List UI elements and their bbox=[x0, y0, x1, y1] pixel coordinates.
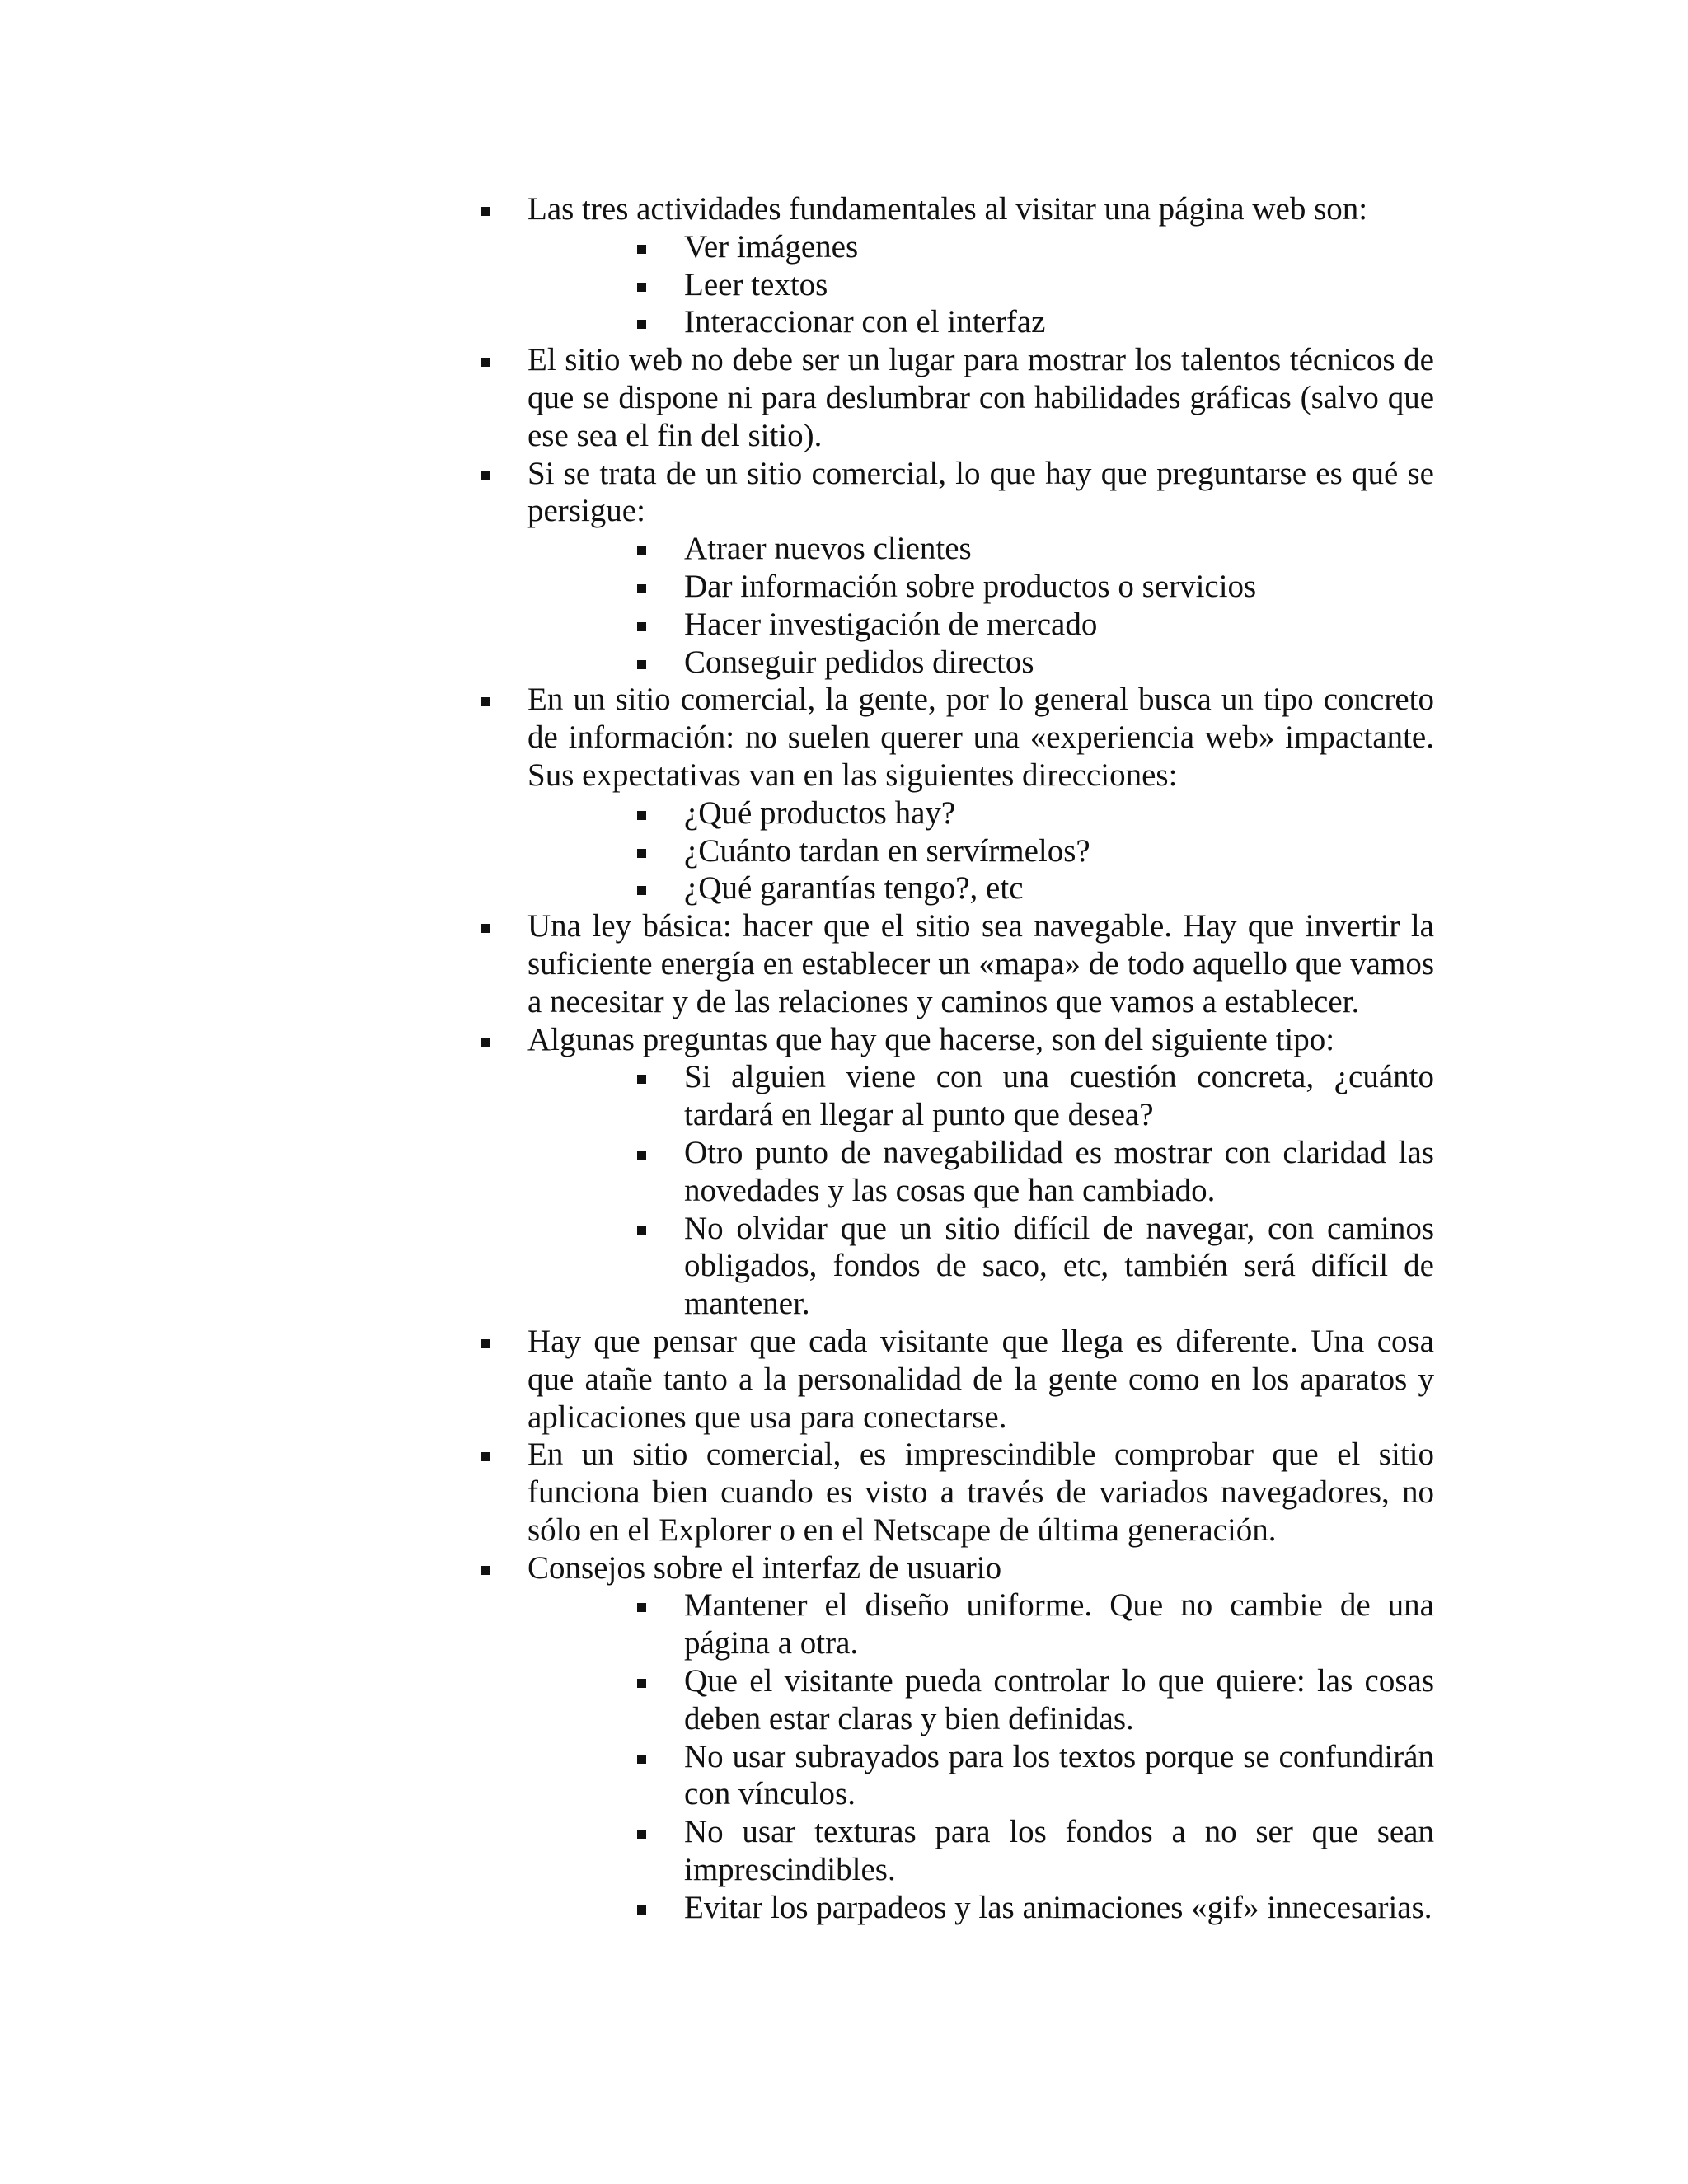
square-bullet-icon bbox=[481, 1452, 490, 1461]
list-item bbox=[470, 1436, 1434, 1549]
sub-list bbox=[528, 228, 1434, 341]
square-bullet-icon bbox=[481, 471, 490, 480]
square-bullet-icon bbox=[481, 697, 490, 706]
list-item-text: Algunas preguntas que hay que hacerse, son del siguiente tipo: bbox=[528, 1021, 1335, 1057]
square-bullet-icon bbox=[637, 849, 646, 858]
sub-list-item-text: ¿Qué productos hay? bbox=[684, 794, 956, 831]
bullet-list bbox=[470, 190, 1434, 1927]
list-item-text: Las tres actividades fundamentales al visitar una página web son: bbox=[528, 191, 1368, 227]
square-bullet-icon bbox=[481, 1566, 490, 1575]
square-bullet-icon bbox=[637, 660, 646, 669]
sub-list-item-text: Leer textos bbox=[684, 266, 828, 302]
square-bullet-icon bbox=[637, 1679, 646, 1688]
sub-list-item bbox=[528, 530, 1434, 568]
square-bullet-icon bbox=[637, 1905, 646, 1915]
sub-list-item bbox=[528, 1134, 1434, 1210]
square-bullet-icon bbox=[637, 811, 646, 820]
sub-list-item-text: Interaccionar con el interfaz bbox=[684, 304, 1046, 340]
list-item bbox=[470, 907, 1434, 1020]
list-item-text: Una ley básica: hacer que el sitio sea navegable. Hay que invertir la suficiente energía en establecer un «mapa» de todo aquello que vamos a necesitar y de las relaciones y caminos que vamos a establecer. bbox=[528, 908, 1434, 1019]
list-item-text: El sitio web no debe ser un lugar para mostrar los talentos técnicos de que se dispone ni para deslumbrar con habilidades gráficas (salvo que ese sea el fin del sitio). bbox=[528, 342, 1434, 453]
square-bullet-icon bbox=[481, 358, 490, 367]
sub-list-item-text: Otro punto de navegabilidad es mostrar con claridad las novedades y las cosas que han cambiado. bbox=[684, 1134, 1434, 1208]
square-bullet-icon bbox=[637, 1755, 646, 1764]
sub-list-item bbox=[528, 266, 1434, 304]
sub-list bbox=[528, 530, 1434, 681]
sub-list-item bbox=[528, 1210, 1434, 1323]
sub-list-item-text: Si alguien viene con una cuestión concreta, ¿cuánto tardará en llegar al punto que desea? bbox=[684, 1059, 1434, 1133]
sub-list-item bbox=[528, 606, 1434, 644]
square-bullet-icon bbox=[637, 622, 646, 631]
sub-list-item bbox=[528, 303, 1434, 341]
square-bullet-icon bbox=[637, 1075, 646, 1084]
square-bullet-icon bbox=[637, 546, 646, 555]
square-bullet-icon bbox=[637, 1226, 646, 1235]
list-item bbox=[470, 1323, 1434, 1436]
square-bullet-icon bbox=[481, 1339, 490, 1348]
sub-list-item-text: Evitar los parpadeos y las animaciones «gif» innecesarias. bbox=[684, 1889, 1432, 1925]
sub-list-item-text: Atraer nuevos clientes bbox=[684, 531, 972, 567]
sub-list-item bbox=[528, 1058, 1434, 1134]
sub-list bbox=[528, 794, 1434, 907]
square-bullet-icon bbox=[637, 584, 646, 593]
sub-list-item-text: ¿Qué garantías tengo?, etc bbox=[684, 870, 1024, 907]
list-item-text: En un sitio comercial, es imprescindible comprobar que el sitio funciona bien cuando es visto a través de variados navegadores, no sólo en el Explorer o en el Netscape de última generación. bbox=[528, 1436, 1434, 1548]
sub-list-item bbox=[528, 794, 1434, 832]
square-bullet-icon bbox=[637, 886, 646, 895]
sub-list-item bbox=[528, 1813, 1434, 1889]
square-bullet-icon bbox=[637, 1603, 646, 1612]
sub-list-item-text: Conseguir pedidos directos bbox=[684, 644, 1034, 680]
sub-list-item-text: Ver imágenes bbox=[684, 228, 859, 265]
sub-list-item bbox=[528, 1738, 1434, 1814]
sub-list-item-text: No usar texturas para los fondos a no ser que sean imprescindibles. bbox=[684, 1814, 1434, 1888]
list-item bbox=[470, 190, 1434, 341]
sub-list-item-text: Mantener el diseño uniforme. Que no cambie de una página a otra. bbox=[684, 1587, 1434, 1661]
sub-list-item-text: Que el visitante pueda controlar lo que quiere: las cosas deben estar claras y bien definidas. bbox=[684, 1663, 1434, 1736]
page-content bbox=[470, 190, 1434, 1927]
square-bullet-icon bbox=[637, 1151, 646, 1160]
list-item-text: En un sitio comercial, la gente, por lo general busca un tipo concreto de información: no suelen querer una «experiencia web» impactante. Sus expectativas van en las siguientes direcciones: bbox=[528, 682, 1434, 793]
sub-list-item-text: No olvidar que un sitio difícil de navegar, con caminos obligados, fondos de saco, etc, también será difícil de mantener. bbox=[684, 1210, 1434, 1322]
sub-list-item bbox=[528, 568, 1434, 606]
list-item bbox=[470, 1021, 1434, 1323]
sub-list-item bbox=[528, 832, 1434, 870]
list-item-text: Si se trata de un sitio comercial, lo que hay que preguntarse es qué se persigue: bbox=[528, 455, 1434, 529]
sub-list-item bbox=[528, 1662, 1434, 1738]
square-bullet-icon bbox=[637, 320, 646, 329]
sub-list-item bbox=[528, 644, 1434, 682]
sub-list-item-text: Dar información sobre productos o servicios bbox=[684, 568, 1257, 604]
square-bullet-icon bbox=[637, 1830, 646, 1839]
list-item bbox=[470, 681, 1434, 907]
sub-list-item bbox=[528, 228, 1434, 266]
sub-list bbox=[528, 1058, 1434, 1323]
square-bullet-icon bbox=[637, 245, 646, 254]
list-item bbox=[470, 455, 1434, 682]
list-item bbox=[470, 1549, 1434, 1927]
sub-list-item-text: Hacer investigación de mercado bbox=[684, 606, 1098, 642]
sub-list-item-text: ¿Cuánto tardan en servírmelos? bbox=[684, 832, 1090, 869]
square-bullet-icon bbox=[481, 207, 490, 216]
sub-list-item-text: No usar subrayados para los textos porque se confundirán con vínculos. bbox=[684, 1738, 1434, 1812]
square-bullet-icon bbox=[637, 283, 646, 292]
square-bullet-icon bbox=[481, 1038, 490, 1047]
sub-list-item bbox=[528, 1586, 1434, 1662]
sub-list bbox=[528, 1586, 1434, 1926]
sub-list-item bbox=[528, 1889, 1434, 1927]
square-bullet-icon bbox=[481, 924, 490, 933]
list-item-text: Hay que pensar que cada visitante que llega es diferente. Una cosa que atañe tanto a la personalidad de la gente como en los aparatos y aplicaciones que usa para conectarse. bbox=[528, 1323, 1434, 1435]
list-item-text: Consejos sobre el interfaz de usuario bbox=[528, 1549, 1002, 1586]
list-item bbox=[470, 341, 1434, 454]
sub-list-item bbox=[528, 869, 1434, 907]
